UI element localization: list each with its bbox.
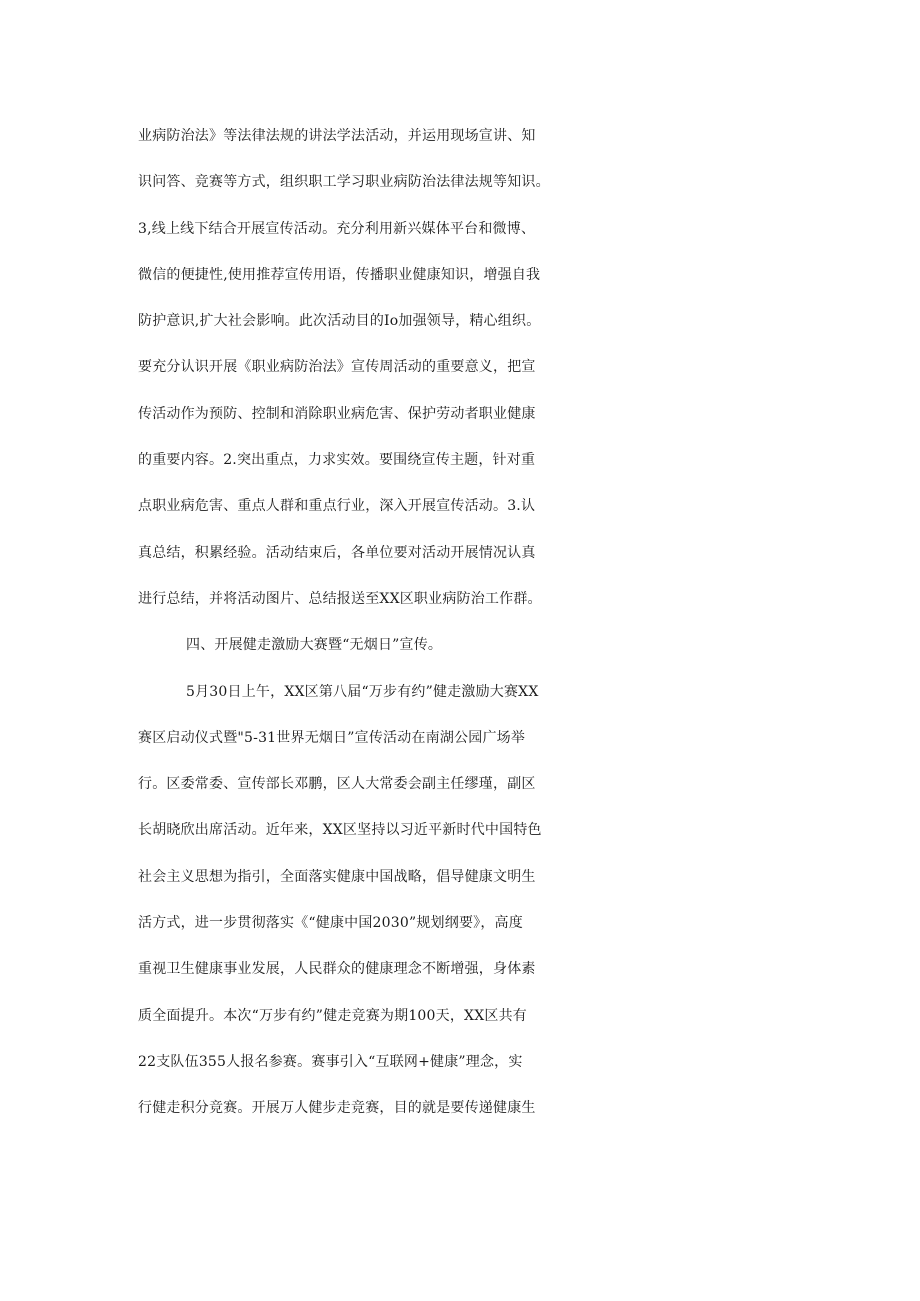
- document-body: [138, 113, 818, 1132]
- text-line: 22支队伍355人报名参赛。赛事引入“互联网+健康”理念，实: [138, 1053, 523, 1070]
- text-line: 微信的便捷性,使用推荐宣传用语，传播职业健康知识，增强自我: [138, 266, 541, 283]
- text-line: 业病防治法》等法律法规的讲法学法活动，并运用现场宣讲、知: [138, 128, 536, 144]
- text-line: 重视卫生健康事业发展，人民群众的健康理念不断增强，身体素: [138, 961, 536, 978]
- text-line: 要充分认识开展《职业病防治法》宣传周活动的重要意义，把宣: [138, 359, 536, 376]
- text-line: 社会主义思想为指引，全面落实健康中国战略，倡导健康文明生: [138, 868, 536, 885]
- text-line: 防护意识,扩大社会影响。此次活动目的Io加强领导，精心组织。: [138, 313, 541, 330]
- text-line: 活方式，进一步贯彻落实《“健康中国2030”规划纲要》，高度: [138, 915, 523, 932]
- text-line: 传活动作为预防、控制和消除职业病危害、保护劳动者职业健康: [138, 405, 536, 422]
- text-line: 的重要内容。2.突出重点，力求实效。要围绕宣传主题，针对重: [138, 452, 536, 469]
- text-line: 行。区委常委、宣传部长邓鹏，区人大常委会副主任缪瑾，副区: [138, 776, 536, 793]
- text-line: 行健走积分竞赛。开展万人健步走竞赛，目的就是要传递健康生: [138, 1100, 536, 1117]
- text-line: 四、开展健走激励大赛暨“无烟日”宣传。: [186, 637, 443, 654]
- text-line: 识问答、竞赛等方式，组织职工学习职业病防治法律法规等知识。: [138, 174, 550, 191]
- text-line: 真总结，积累经验。活动结束后，各单位要对活动开展情况认真: [138, 544, 536, 561]
- text-line: 5月30日上午，XX区第八届“万步有约”健走激励大赛XX: [186, 683, 539, 700]
- text-line: 3,线上线下结合开展宣传活动。充分利用新兴媒体平台和微博、: [138, 220, 536, 237]
- text-line: 长胡晓欣出席活动。近年来，XX区坚持以习近平新时代中国特色: [138, 822, 542, 839]
- text-line: 点职业病危害、重点人群和重点行业，深入开展宣传活动。3.认: [138, 498, 536, 515]
- text-line: 进行总结，并将活动图片、总结报送至XX区职业病防治工作群。: [138, 590, 542, 607]
- text-line: 质全面提升。本次“万步有约”健走竞赛为期100天，XX区共有: [138, 1007, 527, 1024]
- text-line: 赛区启动仪式暨"5-31世界无烟日”宣传活动在南湖公园广场举: [138, 729, 526, 746]
